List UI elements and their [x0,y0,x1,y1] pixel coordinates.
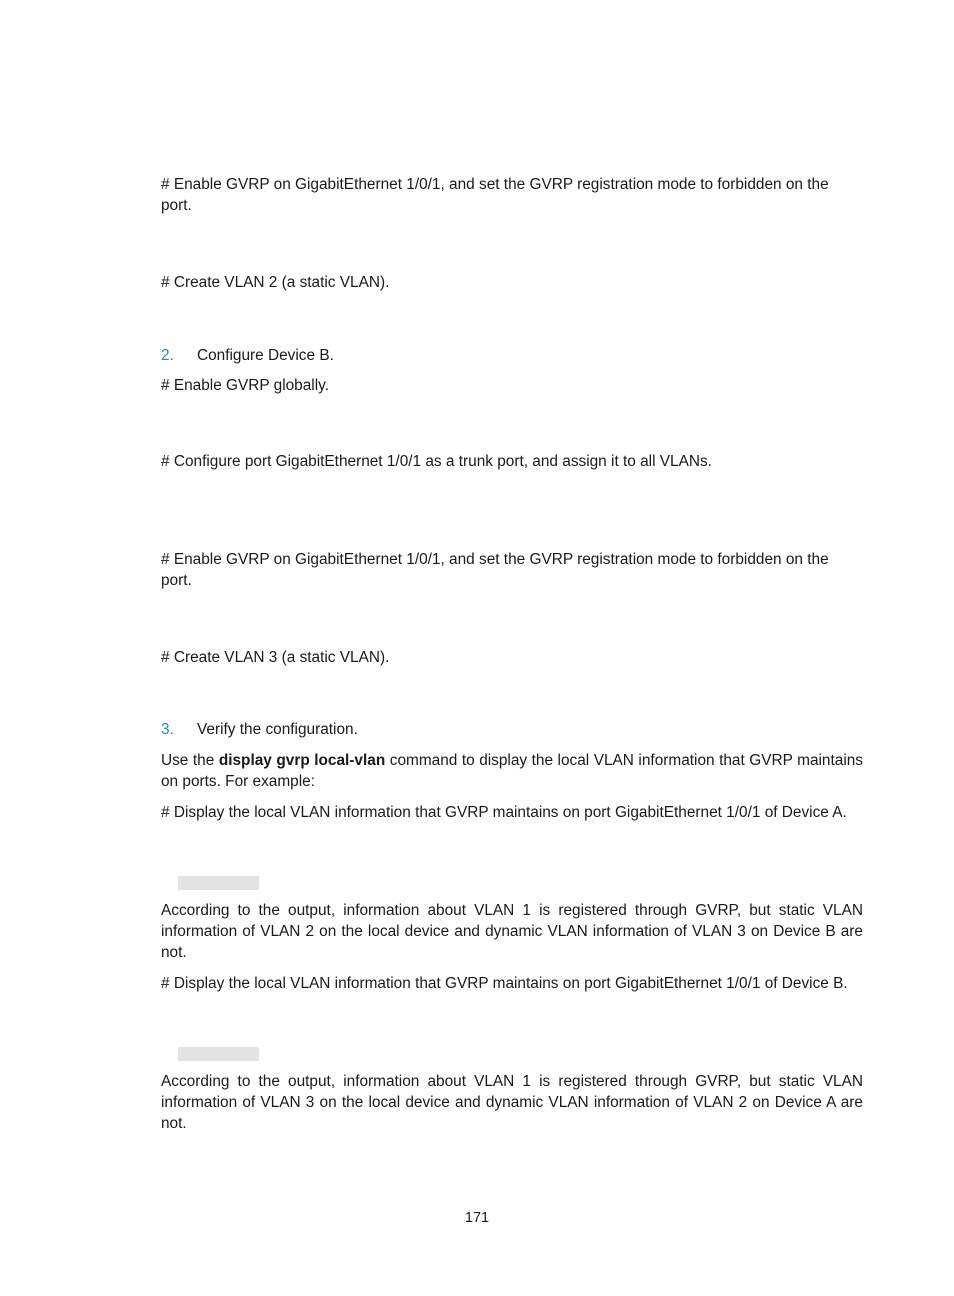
result-paragraph-device-a: According to the output, information about VLAN 1 is registered through GVRP, but static VLAN information of VLAN 2 on the local device and dynamic VLAN information of VLAN 3 on Device B are not. [161,902,863,961]
result-paragraph-device-b: According to the output, information about VLAN 1 is registered through GVRP, but static VLAN information of VLAN 3 on the local device and dynamic VLAN information of VLAN 2 on Device A are not. [161,1073,863,1132]
step-title-configure-device-b: Configure Device B. [197,347,334,364]
verify-intro-before: Use the [161,752,219,769]
instruction-enable-gvrp-device-a: # Enable GVRP on GigabitEthernet 1/0/1, and set the GVRP registration mode to forbidden on the port. [161,176,829,214]
code-output-block [178,876,259,890]
instruction-enable-gvrp-globally: # Enable GVRP globally. [161,377,329,394]
step-number: 2. [161,347,174,364]
verify-intro-paragraph [161,750,863,792]
instruction-enable-gvrp-device-b: # Enable GVRP on GigabitEthernet 1/0/1, and set the GVRP registration mode to forbidden on the port. [161,551,829,589]
verify-intro-after: command to display the local VLAN information that GVRP maintains on ports. For example: [161,752,863,790]
instruction-configure-trunk-port: # Configure port GigabitEthernet 1/0/1 as a trunk port, and assign it to all VLANs. [161,453,712,470]
instruction-display-device-a: # Display the local VLAN information that GVRP maintains on port GigabitEthernet 1/0/1 of Device A. [161,804,847,821]
instruction-create-vlan-3: # Create VLAN 3 (a static VLAN). [161,649,390,666]
page-number: 171 [464,1210,490,1226]
code-output-block [178,1047,259,1061]
instruction-create-vlan-2: # Create VLAN 2 (a static VLAN). [161,274,390,291]
step-number: 3. [161,721,174,738]
command-display-gvrp-local-vlan: display gvrp local-vlan [218,752,386,769]
step-title-verify-configuration: Verify the configuration. [197,721,358,738]
instruction-display-device-b: # Display the local VLAN information that GVRP maintains on port GigabitEthernet 1/0/1 of Device B. [161,975,848,992]
